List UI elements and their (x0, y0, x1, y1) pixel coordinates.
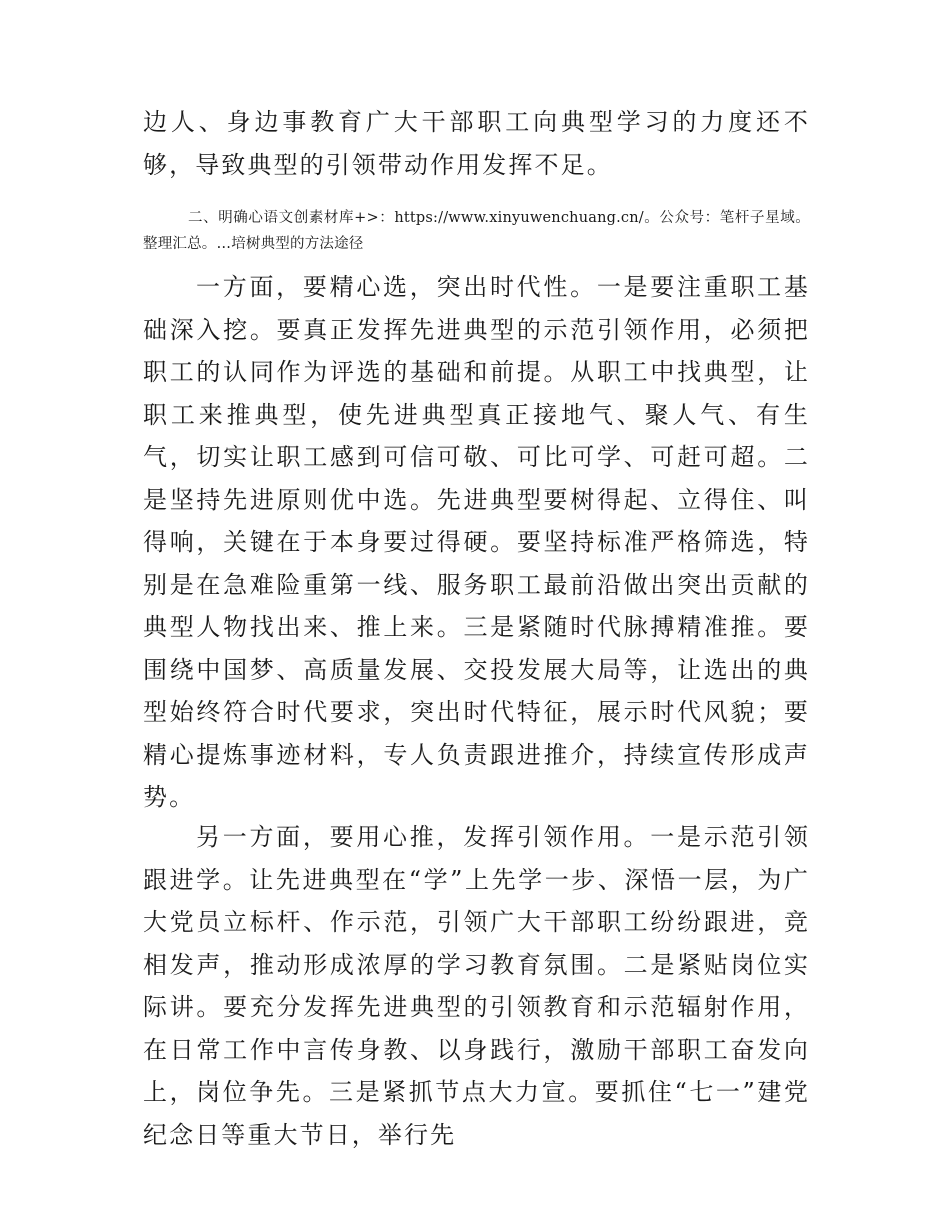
paragraph-promotion: 另一方面，要用心推，发挥引领作用。一是示范引领跟进学。让先进典型在“学”上先学一步、深悟一层，为广大党员立标杆、作示范，引领广大干部职工纷纷跟进，竞相发声，推动形成浓厚的学习教育氛围。二是紧贴岗位实际讲。要充分发挥先进典型的引领教育和示范辐射作用，在日常工作中言传身教、以身践行，激励干部职工奋发向上，岗位争先。三是紧抓节点大力宣。要抓住“七一”建党纪念日等重大节日，举行先 (143, 823, 810, 1149)
paragraph-careful-selection: 一方面，要精心选，突出时代性。一是要注重职工基础深入挖。要真正发挥先进典型的示范引领作用，必须把职工的认同作为评选的基础和前提。从职工中找典型，让职工来推典型，使先进典型真正接地气、聚人气、有生气，切实让职工感到可信可敬、可比可学、可赶可超。二是坚持先进原则优中选。先进典型要树得起、立得住、叫得响，关键在于本身要过得硬。要坚持标准严格筛选，特别是在急难险重第一线、服务职工最前沿做出突出贡献的典型人物找出来、推上来。三是紧随时代脉搏精准推。要围绕中国梦、高质量发展、交投发展大局等，让选出的典型始终符合时代要求，突出时代特征，展示时代风貌；要精心提炼事迹材料，专人负责跟进推介，持续宣传形成声势。 (143, 273, 810, 811)
section-heading: 二、明确心语文创素材库+>：https://www.xinyuwenchuang.cn/。公众号：笔杆子星域。整理汇总。…培树典型的方法途径 (143, 210, 810, 252)
paragraph-continuation: 边人、身边事教育广大干部职工向典型学习的力度还不够，导致典型的引领带动作用发挥不足。 (143, 108, 810, 179)
